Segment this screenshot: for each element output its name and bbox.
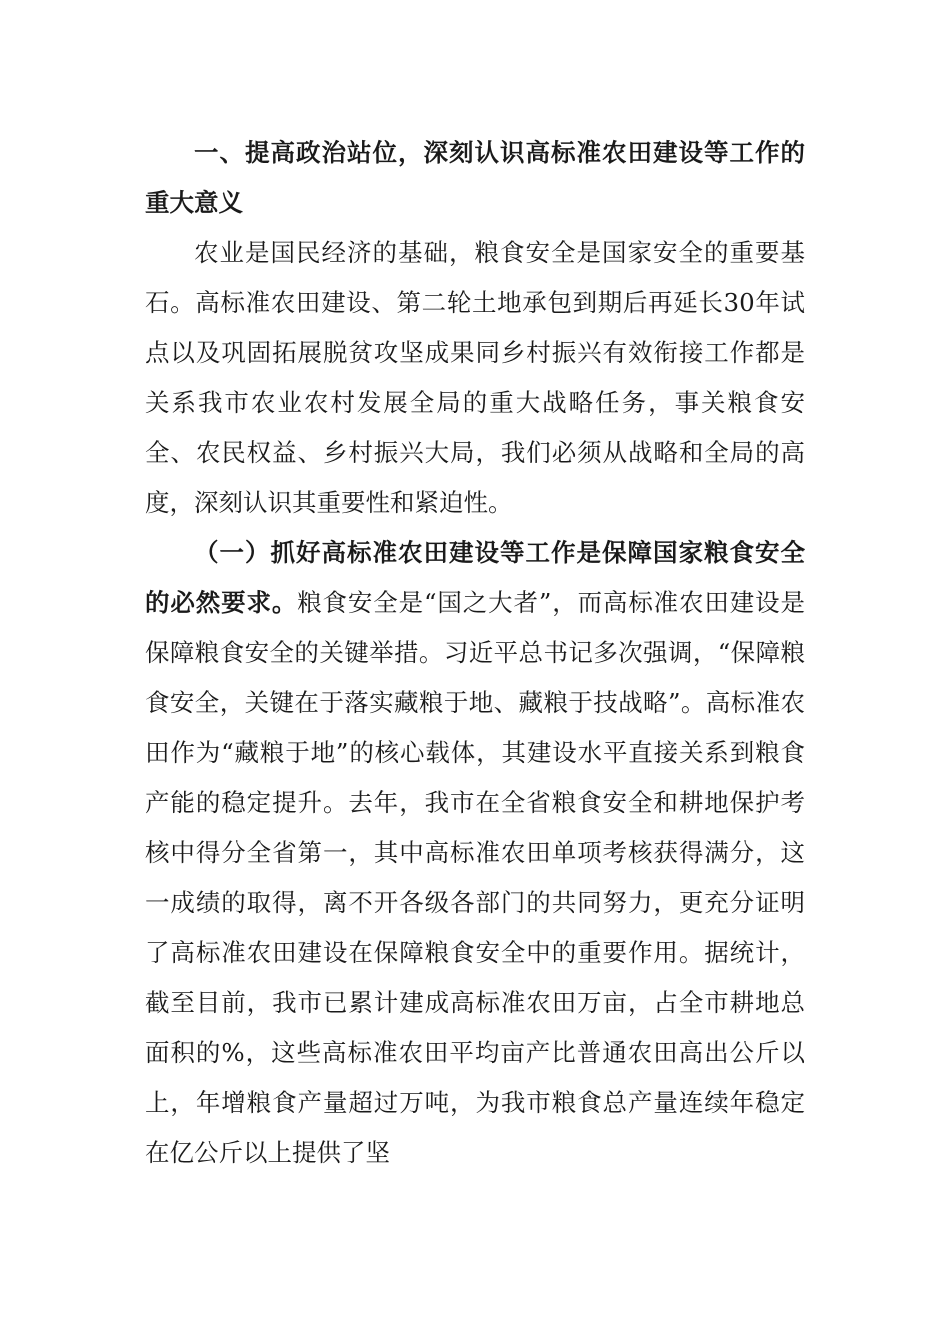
intro-paragraph: 农业是国民经济的基础，粮食安全是国家安全的重要基石。高标准农田建设、第二轮土地承包到期后再延长30年试点以及巩固拓展脱贫攻坚成果同乡村振兴有效衔接工作都是关系我市农业农村发展全局的重大战略任务，事关粮食安全、农民权益、乡村振兴大局，我们必须从战略和全局的高度，深刻认识其重要性和紧迫性。 (145, 238, 805, 517)
subsection-paragraph (145, 528, 805, 1178)
subsection-heading: （一）抓好高标准农田建设等工作是保障国家粮食安全的必然要求。 (145, 538, 805, 617)
document-page (145, 128, 805, 1178)
subsection-body: 粮食安全是“国之大者”，而高标准农田建设是保障粮食安全的关键举措。习近平总书记多次强调，“保障粮食安全，关键在于落实藏粮于地、藏粮于技战略”。高标准农田作为“藏粮于地”的核心载体，其建设水平直接关系到粮食产能的稳定提升。去年，我市在全省粮食安全和耕地保护考核中得分全省第一，其中高标准农田单项考核获得满分，这一成绩的取得，离不开各级各部门的共同努力，更充分证明了高标准农田建设在保障粮食安全中的重要作用。据统计，截至目前，我市已累计建成高标准农田万亩，占全市耕地总面积的%，这些高标准农田平均亩产比普通农田高出公斤以上，年增粮食产量超过万吨，为我市粮食总产量连续年稳定在亿公斤以上提供了坚 (145, 588, 805, 1167)
section-heading: 一、提高政治站位，深刻认识高标准农田建设等工作的重大意义 (145, 138, 805, 217)
